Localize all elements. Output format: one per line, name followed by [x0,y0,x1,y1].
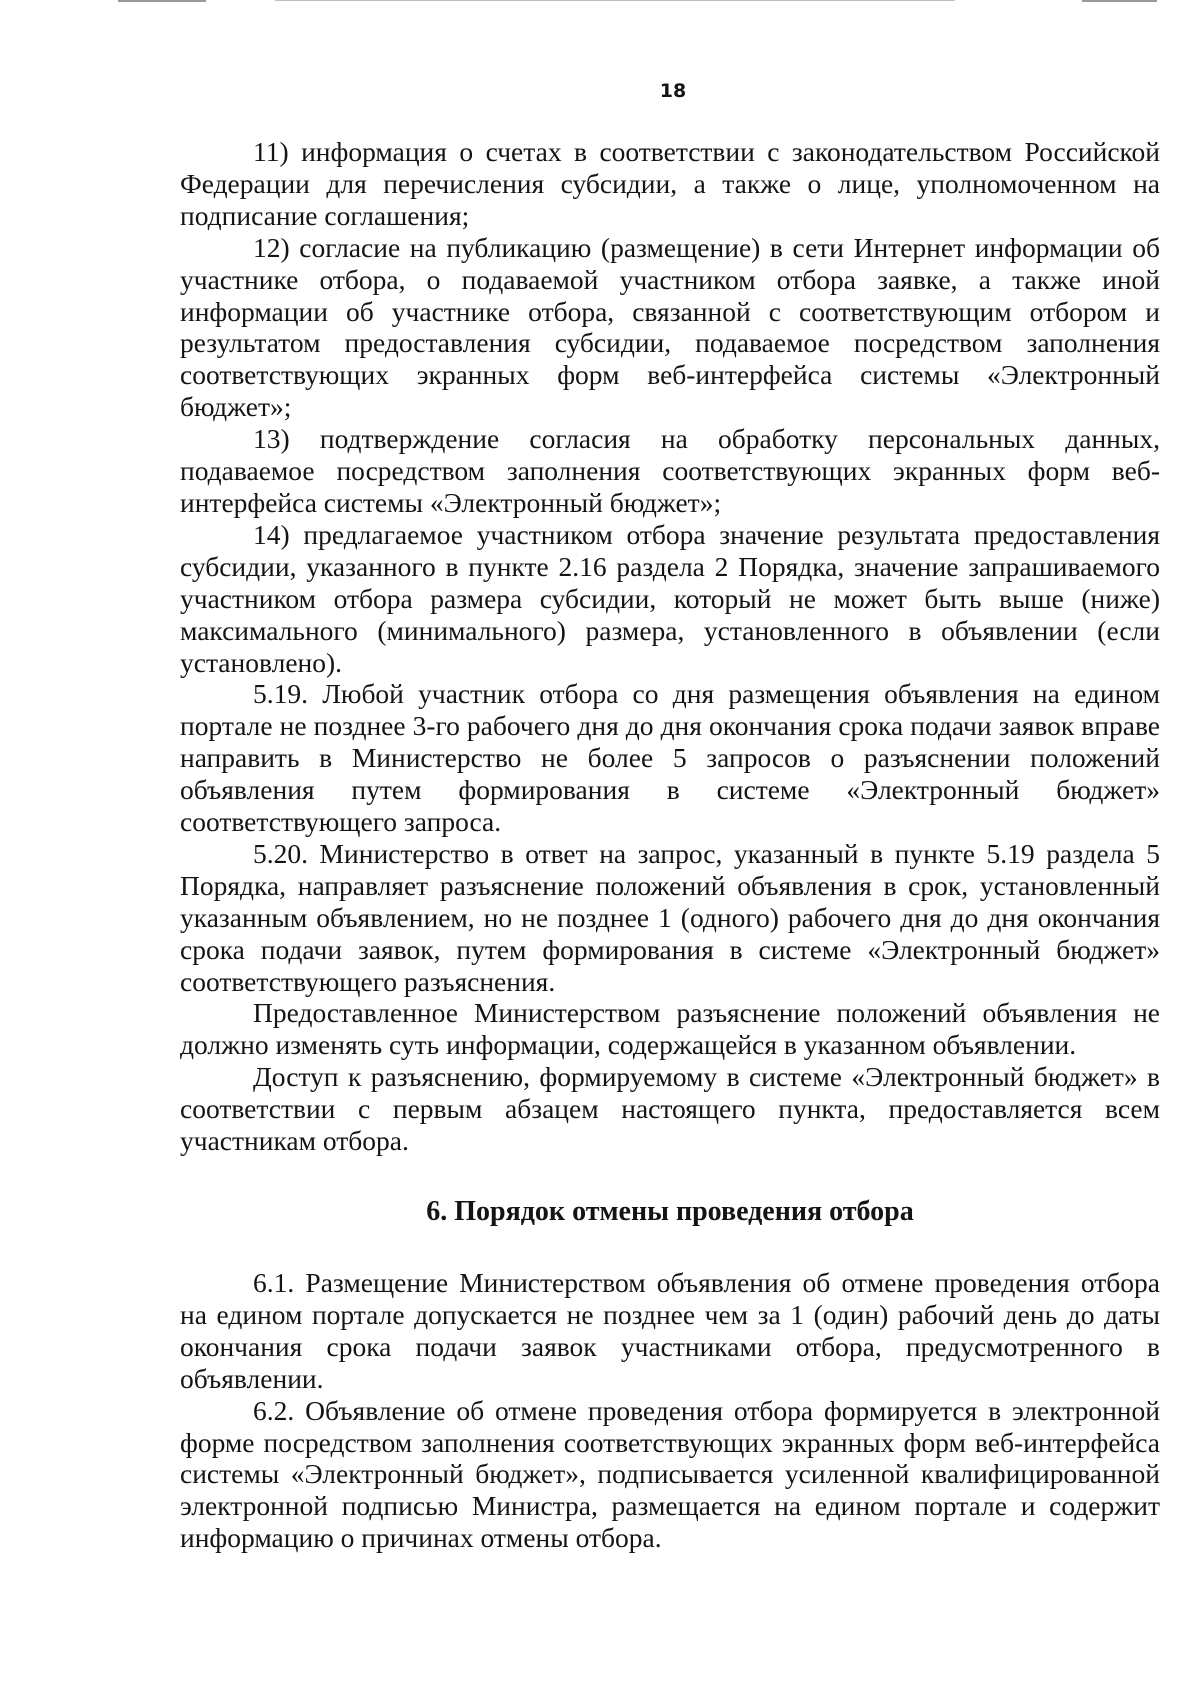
scan-edge-right [1082,0,1157,2]
paragraph-item-14: 14) предлагаемое участником отбора значение результата предоставления субсидии, указанного в пункте 2.16 раздела 2 Порядка, значение запрашиваемого участником отбора размера субсидии, который не может быть выше (ниже) максимального (минимального) размера, установленного в объявлении (если установлено). [180,518,1160,678]
paragraph-clause-6-1: 6.1. Размещение Министерством объявления об отмене проведения отбора на едином портале допускается не позднее чем за 1 (один) рабочий день до даты окончания срока подачи заявок участниками отбора, предусмотренного в объявлении. [180,1267,1160,1394]
paragraph-access-note: Доступ к разъяснению, формируемому в системе «Электронный бюджет» в соответствии с первым абзацем настоящего пункта, предоставляется всем участникам отбора. [180,1061,1160,1157]
scan-edge-left [118,0,206,2]
page-number: 18 [659,80,687,102]
section-heading: 6. Порядок отмены проведения отбора [426,1196,914,1227]
paragraph-clause-5-19: 5.19. Любой участник отбора со дня размещения объявления на едином портале не позднее 3-го рабочего дня до дня окончания срока подачи заявок вправе направить в Министерство не более 5 запросов о разъяснении положений объявления путем формирования в системе «Электронный бюджет» соответствующего запроса. [180,678,1160,838]
paragraph-clause-6-2: 6.2. Объявление об отмене проведения отбора формируется в электронной форме посредством заполнения соответствующих экранных форм веб-интерфейса системы «Электронный бюджет», подписывается усиленной квалифицированной электронной подписью Министра, размещается на едином портале и содержит информацию о причинах отмены отбора. [180,1394,1160,1554]
document-body [180,136,1160,1554]
paragraph-item-13: 13) подтверждение согласия на обработку персональных данных, подаваемое посредством заполнения соответствующих экранных форм веб-интерфейса системы «Электронный бюджет»; [180,423,1160,518]
scan-edge-middle [275,0,955,1]
paragraph-item-11: 11) информация о счетах в соответствии с законодательством Российской Федерации для перечисления субсидии, а также о лице, уполномоченном на подписание соглашения; [180,136,1160,231]
paragraph-clause-5-20: 5.20. Министерство в ответ на запрос, указанный в пункте 5.19 раздела 5 Порядка, направляет разъяснение положений объявления в срок, установленный указанным объявлением, но не позднее 1 (одного) рабочего дня до дня окончания срока подачи заявок, путем формирования в системе «Электронный бюджет» соответствующего разъяснения. [180,837,1160,997]
paragraph-clarification-note: Предоставленное Министерством разъяснение положений объявления не должно изменять суть информации, содержащейся в указанном объявлении. [180,997,1160,1061]
paragraph-item-12: 12) согласие на публикацию (размещение) в сети Интернет информации об участнике отбора, о подаваемой участником отбора заявке, а также иной информации об участнике отбора, связанной с соответствующим отбором и результатом предоставления субсидии, подаваемое посредством заполнения соответствующих экранных форм веб-интерфейса системы «Электронный бюджет»; [180,231,1160,423]
